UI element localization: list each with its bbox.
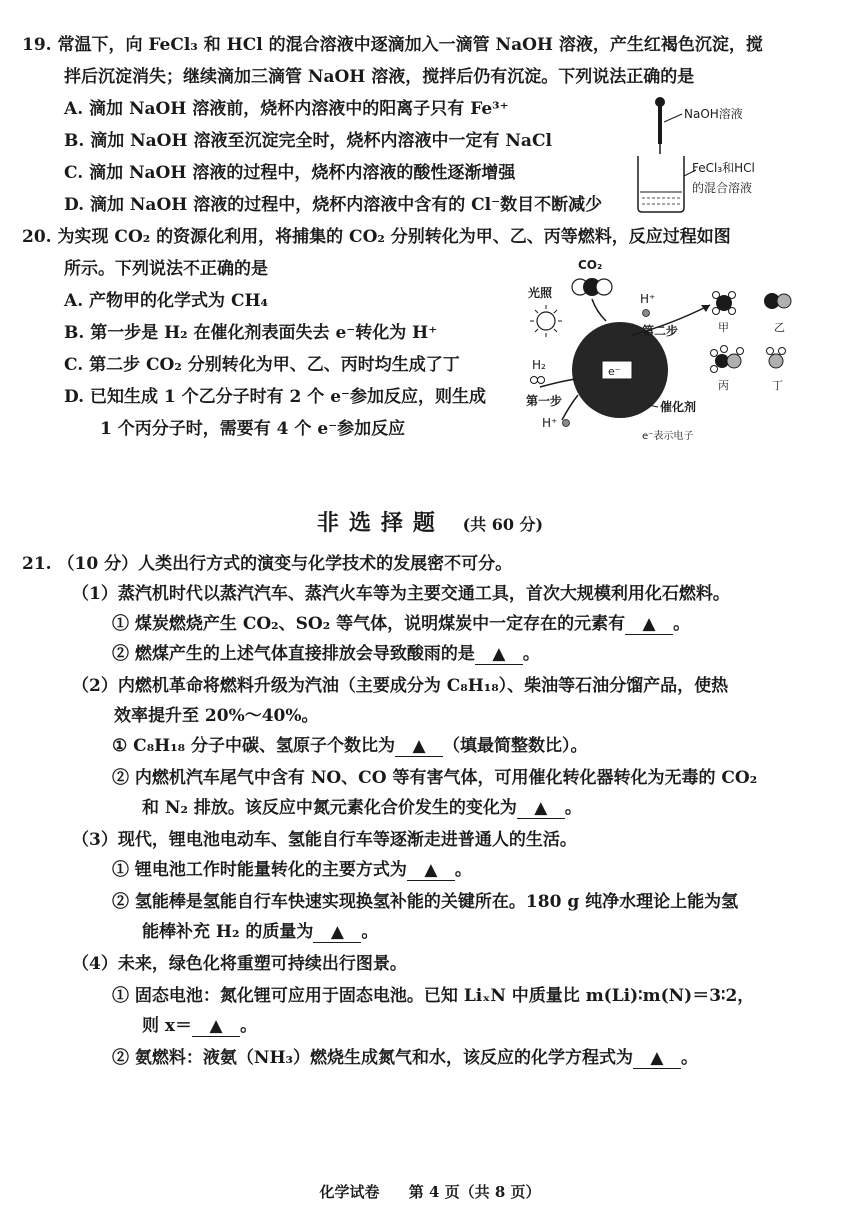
q21-part4-sub1-text: 则 x＝ — [142, 1016, 193, 1036]
sun-icon — [530, 305, 562, 337]
period: 。 — [680, 1048, 698, 1068]
q20-option-b: B. 第一步是 H₂ 在催化剂表面失去 e⁻转化为 H⁺ — [64, 323, 438, 343]
beaker-label-2: 的混合溶液 — [692, 181, 753, 195]
period: 。 — [564, 798, 582, 818]
yi-label: 乙 — [774, 321, 785, 334]
period: 。 — [361, 922, 379, 942]
q19-option-b: B. 滴加 NaOH 溶液至沉淀完全时，烧杯内溶液中一定有 NaCl — [64, 131, 552, 151]
section-points: (共 60 分) — [462, 515, 544, 534]
q21-part2-sub2-b — [142, 796, 582, 820]
q21-part2-a: （2）内燃机革命将燃料升级为汽油（主要成分为 C₈H₁₈）、柴油等石油分馏产品，使热 — [72, 676, 729, 696]
dropper-label: NaOH溶液 — [684, 107, 743, 121]
period: 。 — [673, 614, 691, 634]
answer-blank[interactable]: ▲ — [313, 922, 361, 943]
q21-part4-sub2-text: ② 氨燃料：液氨（NH₃）燃烧生成氮气和水，该反应的化学方程式为 — [112, 1048, 633, 1068]
period: 。 — [454, 860, 472, 880]
q21-part1-sub2-text: ② 燃煤产生的上述气体直接排放会导致酸雨的是 — [112, 644, 475, 664]
bing-label: 丙 — [718, 379, 729, 392]
q20-option-c: C. 第二步 CO₂ 分别转化为甲、乙、丙时均生成了丁 — [64, 355, 460, 375]
jia-molecule-icon — [713, 292, 736, 315]
beaker-label-1: FeCl₃和HCl — [692, 161, 755, 175]
section-title — [0, 506, 860, 537]
q21-part4-sub1-a: ① 固态电池：氮化锂可应用于固态电池。已知 LiₓN 中质量比 m(Li)∶m(N)＝3∶2， — [112, 986, 755, 1006]
q21-part2-b: 效率提升至 20%～40%。 — [114, 706, 319, 726]
yi-molecule-icon — [764, 293, 791, 309]
co2-molecule-icon — [572, 278, 612, 296]
q21-part3: （3）现代，锂电池电动车、氢能自行车等逐渐走进普通人的生活。 — [72, 830, 577, 850]
q21-part3-sub1 — [112, 858, 472, 882]
q21-part1: （1）蒸汽机时代以蒸汽汽车、蒸汽火车等为主要交通工具，首次大规模利用化石燃料。 — [72, 584, 730, 604]
answer-blank[interactable]: ▲ — [192, 1016, 240, 1037]
q20-stem-line2: 所示。下列说法不正确的是 — [64, 259, 268, 279]
h-plus-bottom-icon — [563, 420, 570, 427]
q19-option-d: D. 滴加 NaOH 溶液的过程中，烧杯内溶液中含有的 Cl⁻数目不断减少 — [64, 195, 603, 215]
q21-intro: 21. （10 分）人类出行方式的演变与化学技术的发展密不可分。 — [22, 554, 513, 574]
dropper-icon — [655, 97, 665, 154]
step1-label: 第一步 — [526, 394, 563, 408]
q21-part4: （4）未来，绿色化将重塑可持续出行图景。 — [72, 954, 407, 974]
period: 。 — [240, 1016, 258, 1036]
ding-molecule-icon — [767, 348, 786, 369]
q21-part1-sub2 — [112, 642, 540, 666]
q21-part3-sub2-b — [142, 920, 378, 944]
q19-option-a: A. 滴加 NaOH 溶液前，烧杯内溶液中的阳离子只有 Fe³⁺ — [64, 99, 509, 119]
q20-stem-line1: 20. 为实现 CO₂ 的资源化利用，将捕集的 CO₂ 分别转化为甲、乙、丙等燃料，反应过程如图 — [22, 227, 731, 247]
h-plus-top-label: H⁺ — [640, 292, 656, 306]
ding-label: 丁 — [772, 379, 783, 392]
h-plus-top-icon — [643, 310, 650, 317]
q20-option-d-cont: 1 个丙分子时，需要有 4 个 e⁻参加反应 — [100, 419, 406, 439]
electron-legend: e⁻表示电子 — [642, 431, 694, 442]
co2-label: CO₂ — [578, 258, 603, 272]
q19-stem-line1: 19. 常温下，向 FeCl₃ 和 HCl 的混合溶液中逐滴加入一滴管 NaOH 溶液，产生红褐色沉淀，搅 — [22, 35, 763, 55]
answer-blank[interactable]: ▲ — [625, 614, 673, 635]
step2-label: 第二步 — [642, 324, 679, 338]
q21-part1-sub1 — [112, 612, 690, 636]
q21-part3-sub1-text: ① 锂电池工作时能量转化的主要方式为 — [112, 860, 407, 880]
jia-label: 甲 — [718, 321, 729, 334]
q19-beaker-figure — [630, 92, 830, 222]
q21-part2-sub2-a: ② 内燃机汽车尾气中含有 NO、CO 等有害气体，可用催化转化器转化为无毒的 CO₂ — [112, 768, 758, 788]
q21-part4-sub1-b — [142, 1014, 257, 1038]
q21-part2-sub1 — [112, 734, 588, 758]
q21-part2-sub1-text: ① C₈H₁₈ 分子中碳、氢原子个数比为 — [112, 736, 396, 756]
period: 。 — [522, 644, 540, 664]
h2-label: H₂ — [532, 358, 546, 372]
q21-part3-sub2-a: ② 氢能棒是氢能自行车快速实现换氢补能的关键所在。180 g 纯净水理论上能为氢 — [112, 892, 739, 912]
q21-part1-sub1-text: ① 煤炭燃烧产生 CO₂、SO₂ 等气体，说明煤炭中一定存在的元素有 — [112, 614, 626, 634]
q20-option-a: A. 产物甲的化学式为 CH₄ — [64, 291, 268, 311]
h2-molecule-icon — [531, 377, 545, 384]
q19-option-c: C. 滴加 NaOH 溶液的过程中，烧杯内溶液的酸性逐渐增强 — [64, 163, 516, 183]
h-plus-bottom-label: H⁺ — [542, 416, 558, 430]
answer-blank[interactable]: ▲ — [475, 644, 523, 665]
q21-part2-sub2-text: 和 N₂ 排放。该反应中氮元素化合价发生的变化为 — [142, 798, 517, 818]
page-footer — [0, 1181, 860, 1202]
electron-label: e⁻ — [608, 365, 621, 378]
footer-page-number: 第 4 页（共 8 页） — [408, 1183, 541, 1201]
q19-stem-line2: 拌后沉淀消失；继续滴加三滴管 NaOH 溶液，搅拌后仍有沉淀。下列说法正确的是 — [64, 67, 695, 87]
answer-blank[interactable]: ▲ — [517, 798, 565, 819]
bing-molecule-icon — [711, 346, 744, 373]
beaker-icon — [638, 156, 684, 212]
q20-reaction-figure — [520, 255, 810, 445]
answer-blank[interactable]: ▲ — [633, 1048, 681, 1069]
q21-part2-sub1-tail: （填最简整数比）。 — [443, 736, 588, 756]
answer-blank[interactable]: ▲ — [395, 736, 443, 757]
q20-option-d: D. 已知生成 1 个乙分子时有 2 个 e⁻参加反应，则生成 — [64, 387, 487, 407]
catalyst-label: 催化剂 — [660, 400, 697, 414]
answer-blank[interactable]: ▲ — [407, 860, 455, 881]
light-label: 光照 — [528, 286, 553, 300]
footer-subject: 化学试卷 — [319, 1183, 380, 1201]
q21-part4-sub2 — [112, 1046, 698, 1070]
q21-part3-sub2-text: 能棒补充 H₂ 的质量为 — [142, 922, 314, 942]
section-title-text: 非选择题 — [316, 510, 445, 536]
